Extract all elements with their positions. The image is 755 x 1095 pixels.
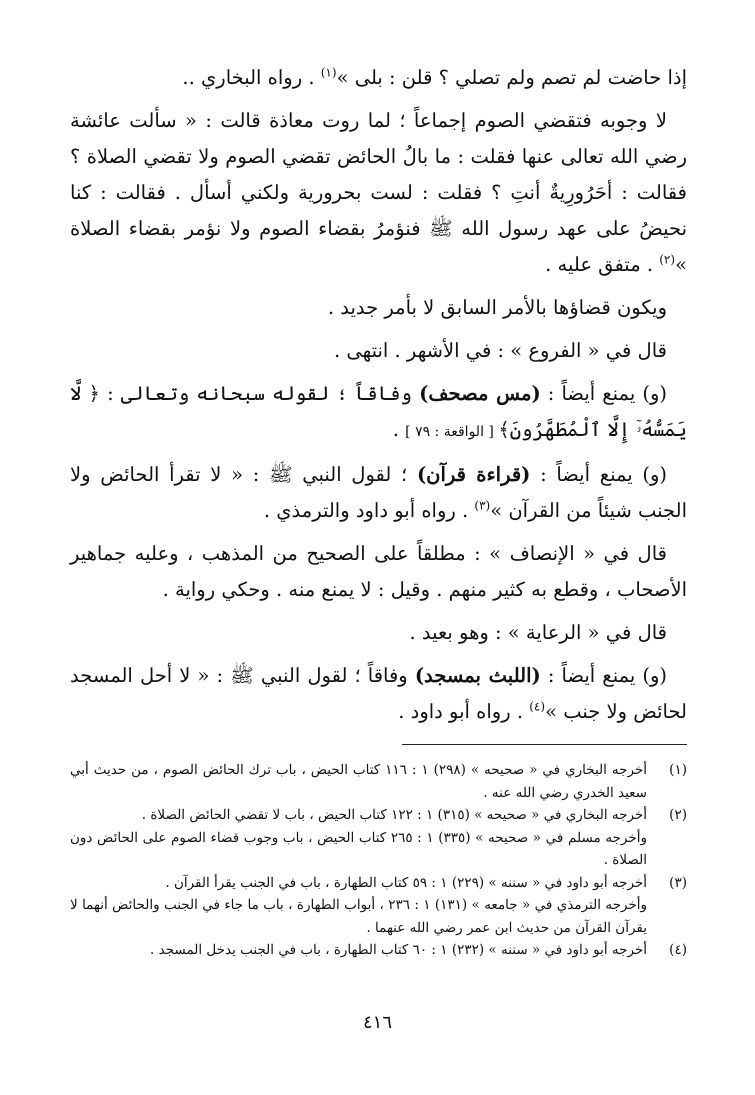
footnote-line: أخرجه البخاري في « صحيحه » (٢٩٨) ١ : ١١٦ كتاب الحيض ، باب ترك الحائض الصوم ، من حديث أبي سعيد الخدري رضي الله عنه . [70, 762, 647, 801]
main-text [70, 60, 687, 730]
text-segment: (و) يمنع أيضاً : [540, 382, 667, 405]
footnote-marker: (٣) [474, 498, 491, 513]
bold-term: (اللبث بمسجد) [414, 664, 541, 687]
text-segment: ؛ لقول النبي ﷺ : « لا تقرأ الحائض ولا الجنب شيئاً من القرآن » [70, 463, 687, 522]
footnote-line: أخرجه أبو داود في « سننه » (٢٢٩) ١ : ٥٩ كتاب الطهارة ، باب في الجنب يقرأ القرآن . [165, 874, 647, 891]
paragraph-2 [70, 103, 687, 283]
footnote-number: (٤) [669, 942, 687, 958]
paragraph-6 [70, 457, 687, 529]
paragraph-7: قال في « الإنصاف » : مطلقاً على الصحيح من المذهب ، وعليه جماهير الأصحاب ، وقطع به كثير منهم . وقيل : لا يمنع منه . وحكي رواية . [70, 542, 687, 601]
paragraph-8: قال في « الرعاية » : وهو بعيد . [409, 621, 667, 644]
footnote-line: أخرجه أبو داود في « سننه » (٢٣٢) ١ : ٦٠ كتاب الطهارة ، باب في الجنب يدخل المسجد . [150, 942, 647, 958]
footnote-number: (٣) [669, 874, 687, 891]
footnote-body [70, 872, 647, 940]
footnote-line: وأخرجه مسلم في « صحيحه » (٣٣٥) ١ : ٢٦٥ كتاب الحيض ، باب وجوب قضاء الصوم على الحائض دون الصلاة . [70, 829, 647, 868]
paragraph-4: قال في « الفروع » : في الأشهر . انتهى . [333, 339, 667, 362]
text-segment: . رواه أبو داود والترمذي . [263, 499, 475, 522]
footnote-marker: (٤) [529, 699, 546, 714]
paragraph-3: ويكون قضاؤها بالأمر السابق لا بأمر جديد . [327, 296, 667, 319]
footnote-body [70, 939, 647, 962]
text-segment: (و) يمنع أيضاً : [530, 463, 668, 486]
quran-verse: وفاقاً ؛ لقوله سبحانه وتعالى : ﴿ لَّا يَمَسُّهُۥٓ إِلَّا ٱلْمُطَهَّرُونَ﴾ [70, 382, 687, 441]
bold-term: (مس مصحف) [419, 382, 541, 405]
text-segment: . رواه البخاري .. [182, 66, 321, 89]
text-segment: . رواه أبو داود . [398, 700, 530, 723]
text-segment: لا وجوبه فتقضي الصوم إجماعاً ؛ لما روت معاذة قالت : « سألت عائشة رضي الله تعالى عنها فقلت : ما بالُ الحائض تقضي الصوم ولا تقضي الصلاة ؟ فقالت : أحَرُورِيةٌ أنتِ ؟ فقلت : لست بحرورية ولكني أسأل . فقالت : كنا نحيضُ على عهد رسول الله ﷺ فنؤمرُ بقضاء الصوم ولا نؤمر بقضاء الصلاة » [70, 109, 687, 276]
paragraph-5 [70, 376, 687, 450]
footnote-3 [70, 872, 687, 940]
paragraph-1 [70, 60, 687, 96]
footnote-marker: (٢) [659, 252, 676, 267]
footnotes [70, 759, 687, 962]
text-segment: . [392, 418, 406, 441]
footnote-1 [70, 759, 687, 804]
bold-term: (قراءة قرآن) [416, 463, 531, 486]
footnote-number: (١) [669, 762, 687, 778]
text-segment: وفاقاً ؛ لقول النبي ﷺ : « لا أحل المسجد لحائض ولا جنب » [70, 664, 687, 723]
footnote-body [70, 804, 647, 872]
page-number: ٤١٦ [362, 1012, 392, 1033]
footnote-line: أخرجه البخاري في « صحيحه » (٣١٥) ١ : ١٢٢ كتاب الحيض ، باب لا تقضي الحائض الصلاة . [141, 807, 647, 823]
footnote-4 [70, 939, 687, 962]
text-segment: إذا حاضت لم تصم ولم تصلي ؟ قلن : بلى » [336, 66, 687, 89]
footnote-marker: (١) [320, 65, 337, 80]
paragraph-9 [70, 658, 687, 730]
footnote-body [70, 759, 647, 804]
footnote-divider [402, 744, 687, 745]
verse-reference: [ الواقعة : ٧٩ ] [405, 424, 499, 440]
text-segment: (و) يمنع أيضاً : [540, 664, 668, 687]
footnote-2 [70, 804, 687, 872]
footnote-number: (٢) [669, 807, 687, 823]
text-segment: . متفق عليه . [545, 253, 660, 276]
footnote-line: وأخرجه الترمذي في « جامعه » (١٣١) ١ : ٢٣٦ ، أبواب الطهارة ، باب ما جاء في الجنب والحائض أنهما لا يقرآن القرآن من حديث ابن عمر رضي الله عنهما . [70, 897, 647, 936]
